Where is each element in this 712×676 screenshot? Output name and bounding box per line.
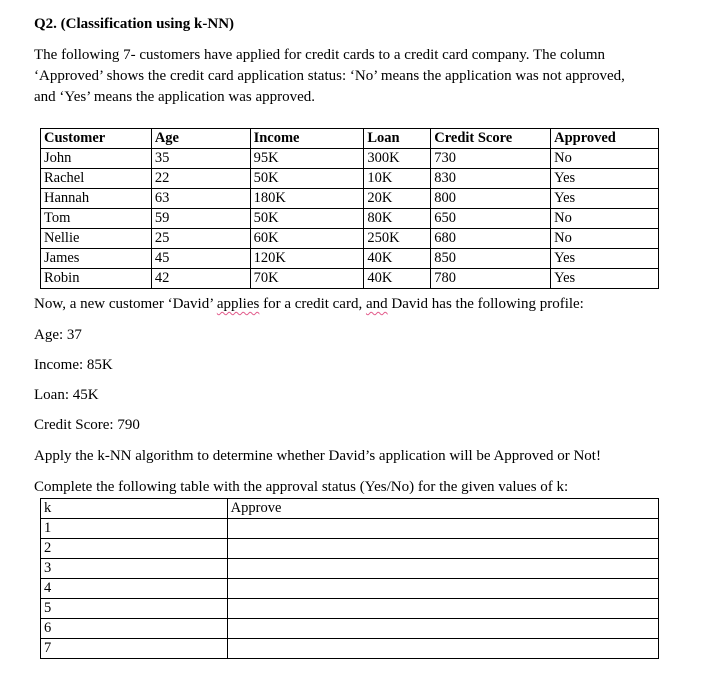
k-value: 7 [41,639,228,659]
approve-answer-cell[interactable] [227,639,658,659]
new-customer-intro-a: Now, a new customer ‘David’ [34,296,217,312]
cell-credit-score: 730 [431,149,551,169]
cell-customer: Robin [41,269,152,289]
question-title: Q2. (Classification using k-NN) [34,16,235,32]
approve-answer-cell[interactable] [227,579,658,599]
cell-income: 120K [250,249,364,269]
new-customer-intro-and: and [365,296,388,312]
header-approved: Approved [551,129,659,149]
k-table-header [41,499,659,519]
table-row [41,229,659,249]
k-value: 6 [41,619,228,639]
cell-income: 60K [250,229,364,249]
cell-age: 42 [151,269,250,289]
header-approve: Approve [227,499,658,519]
approve-answer-cell[interactable] [227,599,658,619]
cell-income: 180K [250,189,364,209]
new-customer-intro [34,295,584,313]
cell-credit-score: 800 [431,189,551,209]
cell-customer: Rachel [41,169,152,189]
cell-age: 25 [151,229,250,249]
cell-loan: 40K [364,269,431,289]
new-customer-intro-c: David has the following profile: [387,296,584,312]
cell-credit-score: 850 [431,249,551,269]
table-row [41,189,659,209]
cell-income: 50K [250,169,364,189]
cell-approved: Yes [551,169,659,189]
intro-line-2: ‘Approved’ shows the credit card application status: ‘No’ means the application was not approved, [34,68,625,84]
table-row [41,149,659,169]
cell-approved: Yes [551,189,659,209]
david-loan: Loan: 45K [34,387,99,403]
table-row [41,599,659,619]
header-customer: Customer [41,129,152,149]
approve-answer-cell[interactable] [227,619,658,639]
cell-approved: No [551,209,659,229]
approve-answer-cell[interactable] [227,559,658,579]
table-row [41,209,659,229]
k-value: 1 [41,519,228,539]
cell-approved: Yes [551,249,659,269]
cell-customer: John [41,149,152,169]
customer-table-header [41,129,659,149]
k-value: 2 [41,539,228,559]
cell-credit-score: 680 [431,229,551,249]
table-row [41,269,659,289]
david-income: Income: 85K [34,357,113,373]
header-income: Income [250,129,364,149]
k-value: 4 [41,579,228,599]
cell-age: 35 [151,149,250,169]
cell-age: 22 [151,169,250,189]
table-row [41,559,659,579]
cell-loan: 250K [364,229,431,249]
header-credit-score: Credit Score [431,129,551,149]
table-row [41,519,659,539]
cell-income: 95K [250,149,364,169]
table-row [41,579,659,599]
table-row [41,619,659,639]
table-row [41,169,659,189]
cell-customer: Hannah [41,189,152,209]
cell-loan: 80K [364,209,431,229]
cell-income: 50K [250,209,364,229]
cell-approved: No [551,229,659,249]
cell-customer: Tom [41,209,152,229]
table-row [41,539,659,559]
header-loan: Loan [364,129,431,149]
new-customer-intro-b: for a credit card, [259,296,366,312]
complete-instruction: Complete the following table with the approval status (Yes/No) for the given values of k: [34,479,569,495]
cell-loan: 10K [364,169,431,189]
cell-age: 45 [151,249,250,269]
header-age: Age [151,129,250,149]
table-row [41,639,659,659]
apply-instruction: Apply the k-NN algorithm to determine whether David’s application will be Approved or Not! [34,448,601,464]
k-value: 5 [41,599,228,619]
cell-customer: Nellie [41,229,152,249]
cell-age: 63 [151,189,250,209]
customer-table [40,128,659,289]
cell-loan: 20K [364,189,431,209]
david-credit-score: Credit Score: 790 [34,417,140,433]
cell-approved: No [551,149,659,169]
new-customer-intro-applies: applies [216,296,260,312]
cell-credit-score: 830 [431,169,551,189]
approve-answer-cell[interactable] [227,519,658,539]
k-approval-table [40,498,659,659]
header-k: k [41,499,228,519]
cell-credit-score: 650 [431,209,551,229]
cell-credit-score: 780 [431,269,551,289]
intro-line-3: and ‘Yes’ means the application was approved. [34,89,316,105]
k-value: 3 [41,559,228,579]
approve-answer-cell[interactable] [227,539,658,559]
intro-line-1: The following 7- customers have applied for credit cards to a credit card company. The column [34,47,606,63]
david-age: Age: 37 [34,327,82,343]
cell-loan: 40K [364,249,431,269]
cell-income: 70K [250,269,364,289]
cell-approved: Yes [551,269,659,289]
cell-loan: 300K [364,149,431,169]
cell-age: 59 [151,209,250,229]
table-row [41,249,659,269]
cell-customer: James [41,249,152,269]
